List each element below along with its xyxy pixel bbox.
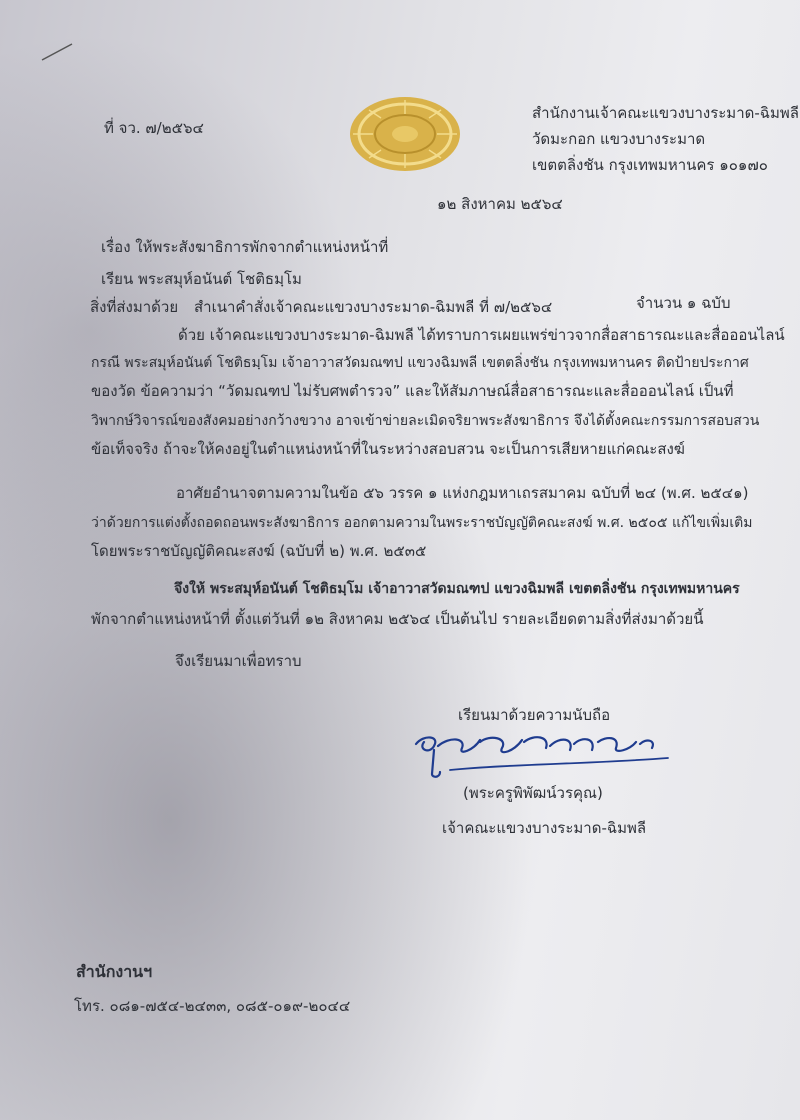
paragraph-1-line-5: ข้อเท็จจริง ถ้าจะให้คงอยู่ในตำแหน่งหน้าที่ในระหว่างสอบสวน จะเป็นการเสียหายแก่คณะสงฆ์ [91, 440, 685, 458]
paragraph-3-line-1: จึงให้ พระสมุห์อนันต์ โชติธมฺโม เจ้าอาวาสวัดมณฑป แขวงฉิมพลี เขตตลิ่งชัน กรุงเทพมหานคร [174, 581, 740, 597]
emblem-seal-icon [349, 96, 462, 172]
enclosure-text: สำเนาคำสั่งเจ้าคณะแขวงบางระมาด-ฉิมพลี ที่ ๗/๒๕๖๔ [194, 298, 553, 316]
reference-number: ที่ จว. ๗/๒๕๖๔ [104, 119, 204, 137]
signatory-position: เจ้าคณะแขวงบางระมาด-ฉิมพลี [442, 819, 647, 837]
enclosure-label: สิ่งที่ส่งมาด้วย [90, 298, 179, 316]
paragraph-1-line-4: วิพากษ์วิจารณ์ของสังคมอย่างกว้างขวาง อาจเข้าข่ายละเมิดจริยาพระสังฆาธิการ จึงได้ตั้งคณะกรรมการสอบสวน [91, 413, 760, 429]
paragraph-1-line-2: กรณี พระสมุห์อนันต์ โชติธมฺโม เจ้าอาวาสวัดมณฑป แขวงฉิมพลี เขตตลิ่งชัน กรุงเทพมหานคร ติดป้ายประกาศ [91, 355, 749, 371]
paragraph-1-line-3: ของวัด ข้อความว่า “วัดมณฑป ไม่รับศพตำรวจ” และให้สัมภาษณ์สื่อสาธารณะและสื่อออนไลน์ เป็นที่ [91, 382, 734, 400]
closing-respect: เรียนมาด้วยความนับถือ [458, 706, 611, 724]
enclosure-count: จำนวน ๑ ฉบับ [636, 294, 731, 312]
office-address-line-3: เขตตลิ่งชัน กรุงเทพมหานคร ๑๐๑๗๐ [532, 156, 768, 174]
letter-date: ๑๒ สิงหาคม ๒๕๖๔ [437, 195, 563, 213]
closing-paragraph: จึงเรียนมาเพื่อทราบ [175, 652, 302, 670]
paragraph-2-line-3: โดยพระราชบัญญัติคณะสงฆ์ (ฉบับที่ ๒) พ.ศ. ๒๕๓๕ [91, 542, 427, 560]
subject-line: เรื่อง ให้พระสังฆาธิการพักจากตำแหน่งหน้าที่ [101, 238, 389, 256]
paragraph-1-line-1: ด้วย เจ้าคณะแขวงบางระมาด-ฉิมพลี ได้ทราบการเผยแพร่ข่าวจากสื่อสาธารณะและสื่อออนไลน์ [178, 326, 785, 344]
signatory-name: (พระครูพิพัฒน์วรคุณ) [463, 784, 603, 802]
signature [410, 730, 675, 782]
pen-mark [40, 40, 76, 64]
paragraph-3-line-2: พักจากตำแหน่งหน้าที่ ตั้งแต่วันที่ ๑๒ สิงหาคม ๒๕๖๔ เป็นต้นไป รายละเอียดตามสิ่งที่ส่งมาด้วยนี้ [91, 610, 704, 628]
footer-phone: โทร. ๐๘๑-๗๕๔-๒๔๓๓, ๐๘๕-๐๑๙-๒๐๔๔ [74, 997, 351, 1015]
office-address-line-1: สำนักงานเจ้าคณะแขวงบางระมาด-ฉิมพลี [532, 104, 799, 122]
footer-office: สำนักงานฯ [76, 962, 153, 981]
paragraph-2-line-2: ว่าด้วยการแต่งตั้งถอดถอนพระสังฆาธิการ ออกตามความในพระราชบัญญัติคณะสงฆ์ พ.ศ. ๒๕๐๕ แก้ไขเพิ่มเติม [91, 515, 753, 531]
paragraph-2-line-1: อาศัยอำนาจตามความในข้อ ๕๖ วรรค ๑ แห่งกฎมหาเถรสมาคม ฉบับที่ ๒๔ (พ.ศ. ๒๕๔๑) [176, 484, 749, 502]
recipient-line: เรียน พระสมุห์อนันต์ โชติธมฺโม [101, 270, 302, 288]
office-address-line-2: วัดมะกอก แขวงบางระมาด [532, 130, 706, 148]
